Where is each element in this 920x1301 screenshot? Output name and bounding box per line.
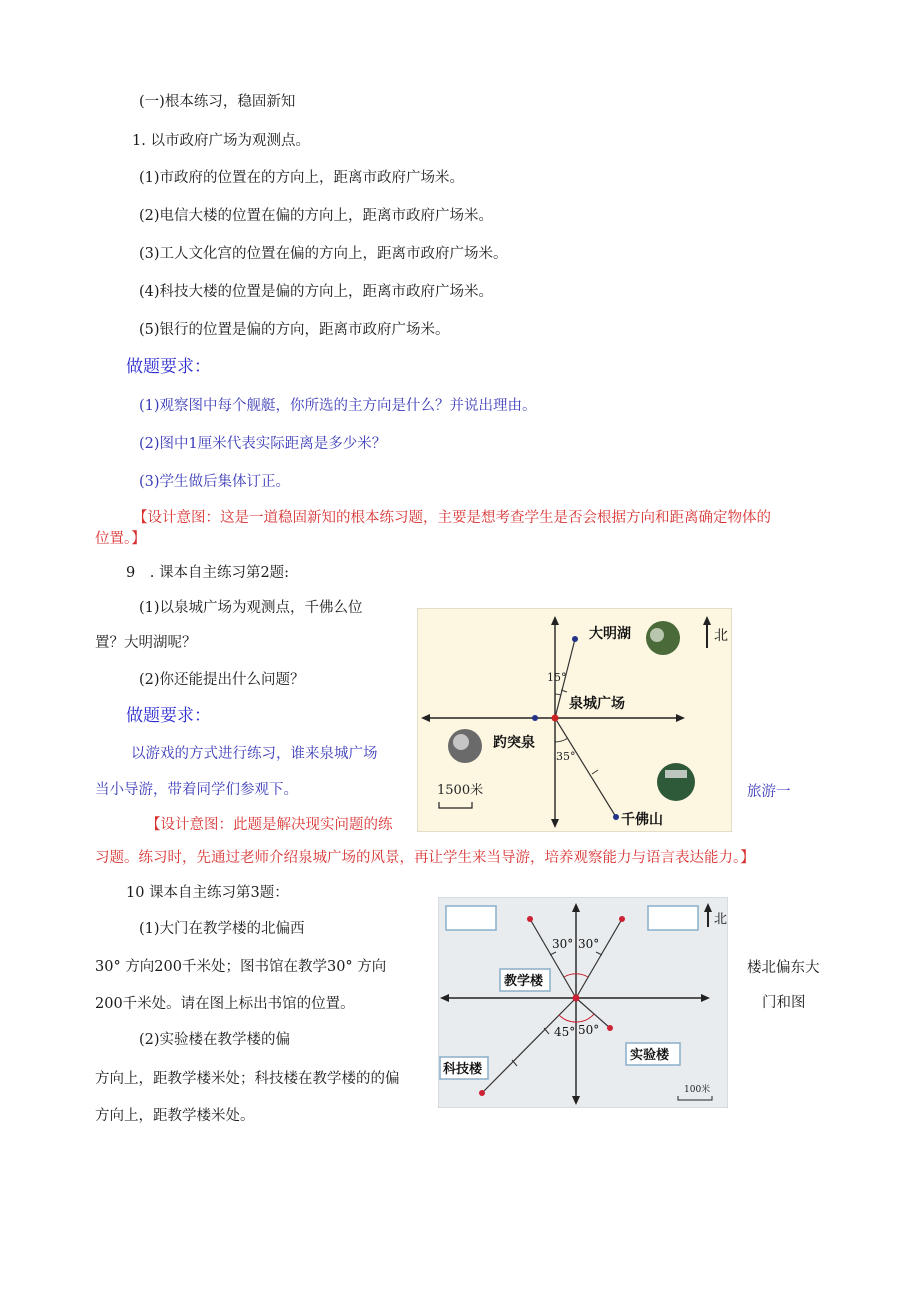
section3-q1: (1)大门在教学楼的北偏西 xyxy=(139,921,305,937)
gate-answer-box[interactable] xyxy=(446,906,496,930)
section3-q1-cont: 30° 方向200千米处；图书馆在教学30° 方向 xyxy=(95,959,387,975)
scale-label: 1500米 xyxy=(437,783,484,798)
design-intent-1-cont: 位置。】 xyxy=(95,531,146,547)
baotuquan-label: 趵突泉 xyxy=(493,735,535,751)
daminghu-point xyxy=(572,636,578,642)
qianfoshan-photo xyxy=(657,763,695,801)
quancheng-label: 泉城广场 xyxy=(569,696,625,712)
section2-requirement-1: 以游戏的方式进行练习，谁来泉城广场 xyxy=(131,746,378,762)
item-5: (5)银行的位置是偏的方向，距离市政府广场米。 xyxy=(139,322,450,338)
angle-30-right: 30° xyxy=(578,937,600,951)
scale-label-2: 100米 xyxy=(684,1085,711,1095)
angle-50: 50° xyxy=(578,1023,600,1037)
keji-point xyxy=(479,1090,485,1096)
gate-point xyxy=(527,916,533,922)
design-intent-2-cont: 习题。练习时，先通过老师介绍泉城广场的风景，再让学生来当导游，培养观察能力与语言表达能力。】 xyxy=(95,850,755,866)
item-4: (4)科技大楼的位置是偏的方向上，距离市政府广场米。 xyxy=(139,284,494,300)
section2-title: 9 . 课本自主练习第2题: xyxy=(126,565,290,581)
question-1: 1. 以市政府广场为观测点。 xyxy=(132,133,310,149)
item-2: (2)电信大楼的位置在偏的方向上，距离市政府广场米。 xyxy=(139,208,494,224)
item-1: (1)市政府的位置在的方向上，距离市政府广场米。 xyxy=(139,170,465,186)
section3-right-2: 门和图 xyxy=(762,995,806,1011)
keji-label: 科技楼 xyxy=(443,1062,483,1077)
angle-30-left: 30° xyxy=(552,937,574,951)
shiyan-label: 实验楼 xyxy=(630,1048,670,1063)
section2-q1-cont: 置？大明湖呢？ xyxy=(95,635,197,651)
section3-right-1: 楼北偏东大 xyxy=(747,960,820,976)
design-intent-1: 【设计意图：这是一道稳固新知的根本练习题，主要是想考查学生是否会根据方向和距离确定物体的 xyxy=(133,510,771,526)
angle-45: 45° xyxy=(554,1025,576,1039)
requirement-1: (1)观察图中每个舰艇，你所选的主方向是什么？并说出理由。 xyxy=(139,398,537,414)
section2-requirement-title: 做题要求： xyxy=(126,706,211,726)
section2-requirement-right: 旅游一 xyxy=(747,784,791,800)
qianfoshan-label: 千佛山 xyxy=(621,812,663,828)
section2-q2: (2)你还能提出什么问题？ xyxy=(139,672,305,688)
section2-q1: (1)以泉城广场为观测点，千佛么位 xyxy=(139,600,363,616)
section3-q2-cont2: 方向上，距教学楼米处。 xyxy=(95,1108,255,1124)
section3-q1-cont2: 200千米处。请在图上标出书馆的位置。 xyxy=(95,996,355,1012)
jiaoxue-label: 教学楼 xyxy=(504,974,544,989)
design-intent-2: 【设计意图：此题是解决现实问题的练 xyxy=(146,817,393,833)
qianfoshan-point xyxy=(613,814,619,820)
library-point xyxy=(619,916,625,922)
item-3: (3)工人文化宫的位置在偏的方向上，距离市政府广场米。 xyxy=(139,246,508,262)
library-answer-box[interactable] xyxy=(648,906,698,930)
shiyan-point xyxy=(607,1025,613,1031)
baotuquan-point xyxy=(532,715,538,721)
north-label: 北 xyxy=(714,628,728,644)
jiaoxue-point xyxy=(573,995,580,1002)
north-label-2: 北 xyxy=(714,912,728,927)
section3-title: 10 课本自主练习第3题： xyxy=(126,885,289,901)
requirement-title: 做题要求： xyxy=(126,357,211,377)
angle-35: 35° xyxy=(556,750,576,763)
requirement-2: (2)图中1厘米代表实际距离是多少米？ xyxy=(139,436,387,452)
section3-q2: (2)实验楼在教学楼的偏 xyxy=(139,1032,291,1048)
school-map xyxy=(438,897,728,1108)
section2-requirement-2: 当小导游，带着同学们参观下。 xyxy=(95,782,298,798)
quancheng-map xyxy=(417,608,732,832)
quancheng-point xyxy=(552,715,559,722)
angle-15: 15° xyxy=(547,671,567,684)
section3-q2-cont: 方向上，距教学楼米处；科技楼在教学楼的的偏 xyxy=(95,1071,400,1087)
daminghu-label: 大明湖 xyxy=(589,626,631,642)
requirement-3: (3)学生做后集体订正。 xyxy=(139,474,291,490)
section1-heading: (一)根本练习，稳固新知 xyxy=(139,94,296,110)
